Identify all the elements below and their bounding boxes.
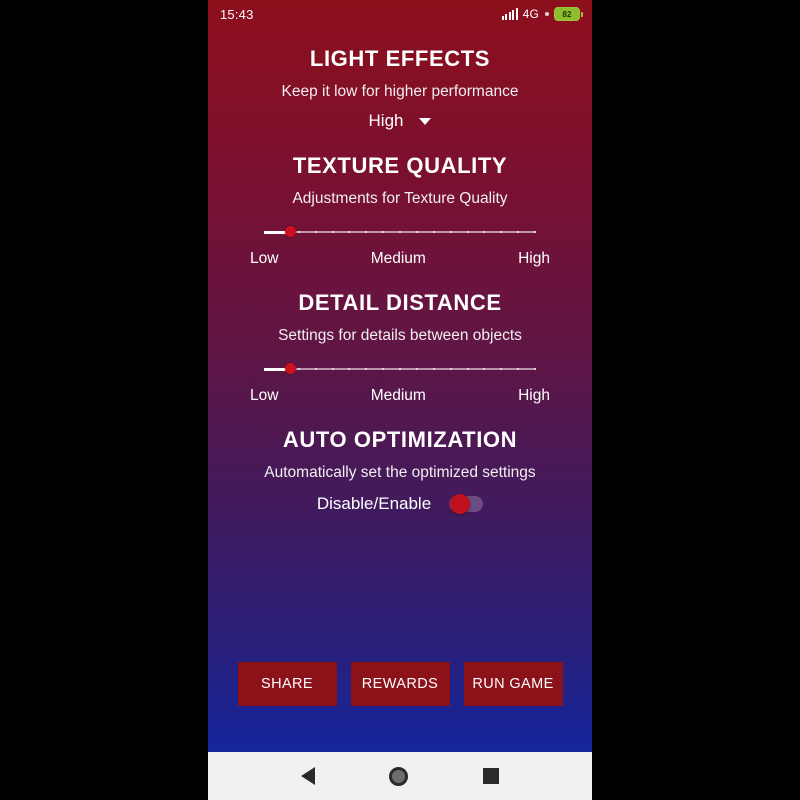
- texture-quality-slider[interactable]: [264, 224, 536, 240]
- section-detail-distance: [208, 290, 592, 405]
- back-icon[interactable]: [301, 767, 315, 785]
- settings-content: [208, 28, 592, 752]
- section-texture-quality: [208, 153, 592, 268]
- detail-distance-slider-knob[interactable]: [285, 363, 296, 374]
- share-button[interactable]: SHARE: [238, 662, 337, 706]
- network-activity-icon: [545, 12, 549, 16]
- slider-ticks: [264, 228, 536, 236]
- light-effects-dropdown[interactable]: [369, 111, 432, 131]
- status-indicators: [502, 7, 580, 21]
- network-type-label: 4G: [522, 7, 539, 21]
- section-light-effects: [208, 46, 592, 131]
- chevron-down-icon: [419, 118, 431, 125]
- slider-ticks: [264, 365, 536, 373]
- action-button-row: [208, 662, 592, 706]
- light-effects-subtitle: Keep it low for higher performance: [281, 83, 519, 100]
- texture-quality-slider-knob[interactable]: [285, 226, 296, 237]
- detail-distance-title: DETAIL DISTANCE: [298, 290, 502, 315]
- auto-optimization-title: AUTO OPTIMIZATION: [282, 427, 518, 452]
- rewards-button[interactable]: REWARDS: [351, 662, 450, 706]
- recents-icon[interactable]: [483, 768, 499, 784]
- auto-optimization-toggle-label: Disable/Enable: [316, 494, 432, 513]
- slider-label-low: Low: [250, 250, 279, 267]
- texture-quality-title: TEXTURE QUALITY: [292, 153, 508, 178]
- signal-bars-icon: [502, 8, 518, 20]
- detail-distance-slider[interactable]: [264, 361, 536, 377]
- slider-label-high: High: [518, 387, 550, 404]
- battery-icon: [554, 7, 580, 21]
- status-bar: [208, 0, 592, 28]
- status-time: 15:43: [220, 6, 254, 22]
- texture-quality-subtitle: Adjustments for Texture Quality: [292, 190, 508, 207]
- light-effects-title: LIGHT EFFECTS: [309, 46, 491, 71]
- slider-label-medium: Medium: [370, 250, 426, 267]
- toggle-thumb: [450, 494, 470, 514]
- auto-optimization-toggle-row[interactable]: [317, 494, 483, 514]
- battery-level-label: 82: [562, 9, 572, 19]
- detail-distance-slider-labels: [250, 387, 550, 405]
- slider-label-medium: Medium: [370, 387, 426, 404]
- android-nav-bar: [208, 752, 592, 800]
- auto-optimization-toggle[interactable]: [449, 496, 483, 512]
- section-auto-optimization: [208, 427, 592, 514]
- light-effects-dropdown-value: High: [368, 111, 404, 130]
- texture-quality-slider-labels: [250, 250, 550, 268]
- home-icon[interactable]: [389, 767, 408, 786]
- slider-label-low: Low: [250, 387, 279, 404]
- detail-distance-subtitle: Settings for details between objects: [278, 327, 522, 344]
- phone-screen: [208, 0, 592, 800]
- run-game-button[interactable]: RUN GAME: [464, 662, 563, 706]
- slider-label-high: High: [518, 250, 550, 267]
- auto-optimization-subtitle: Automatically set the optimized settings: [264, 464, 536, 481]
